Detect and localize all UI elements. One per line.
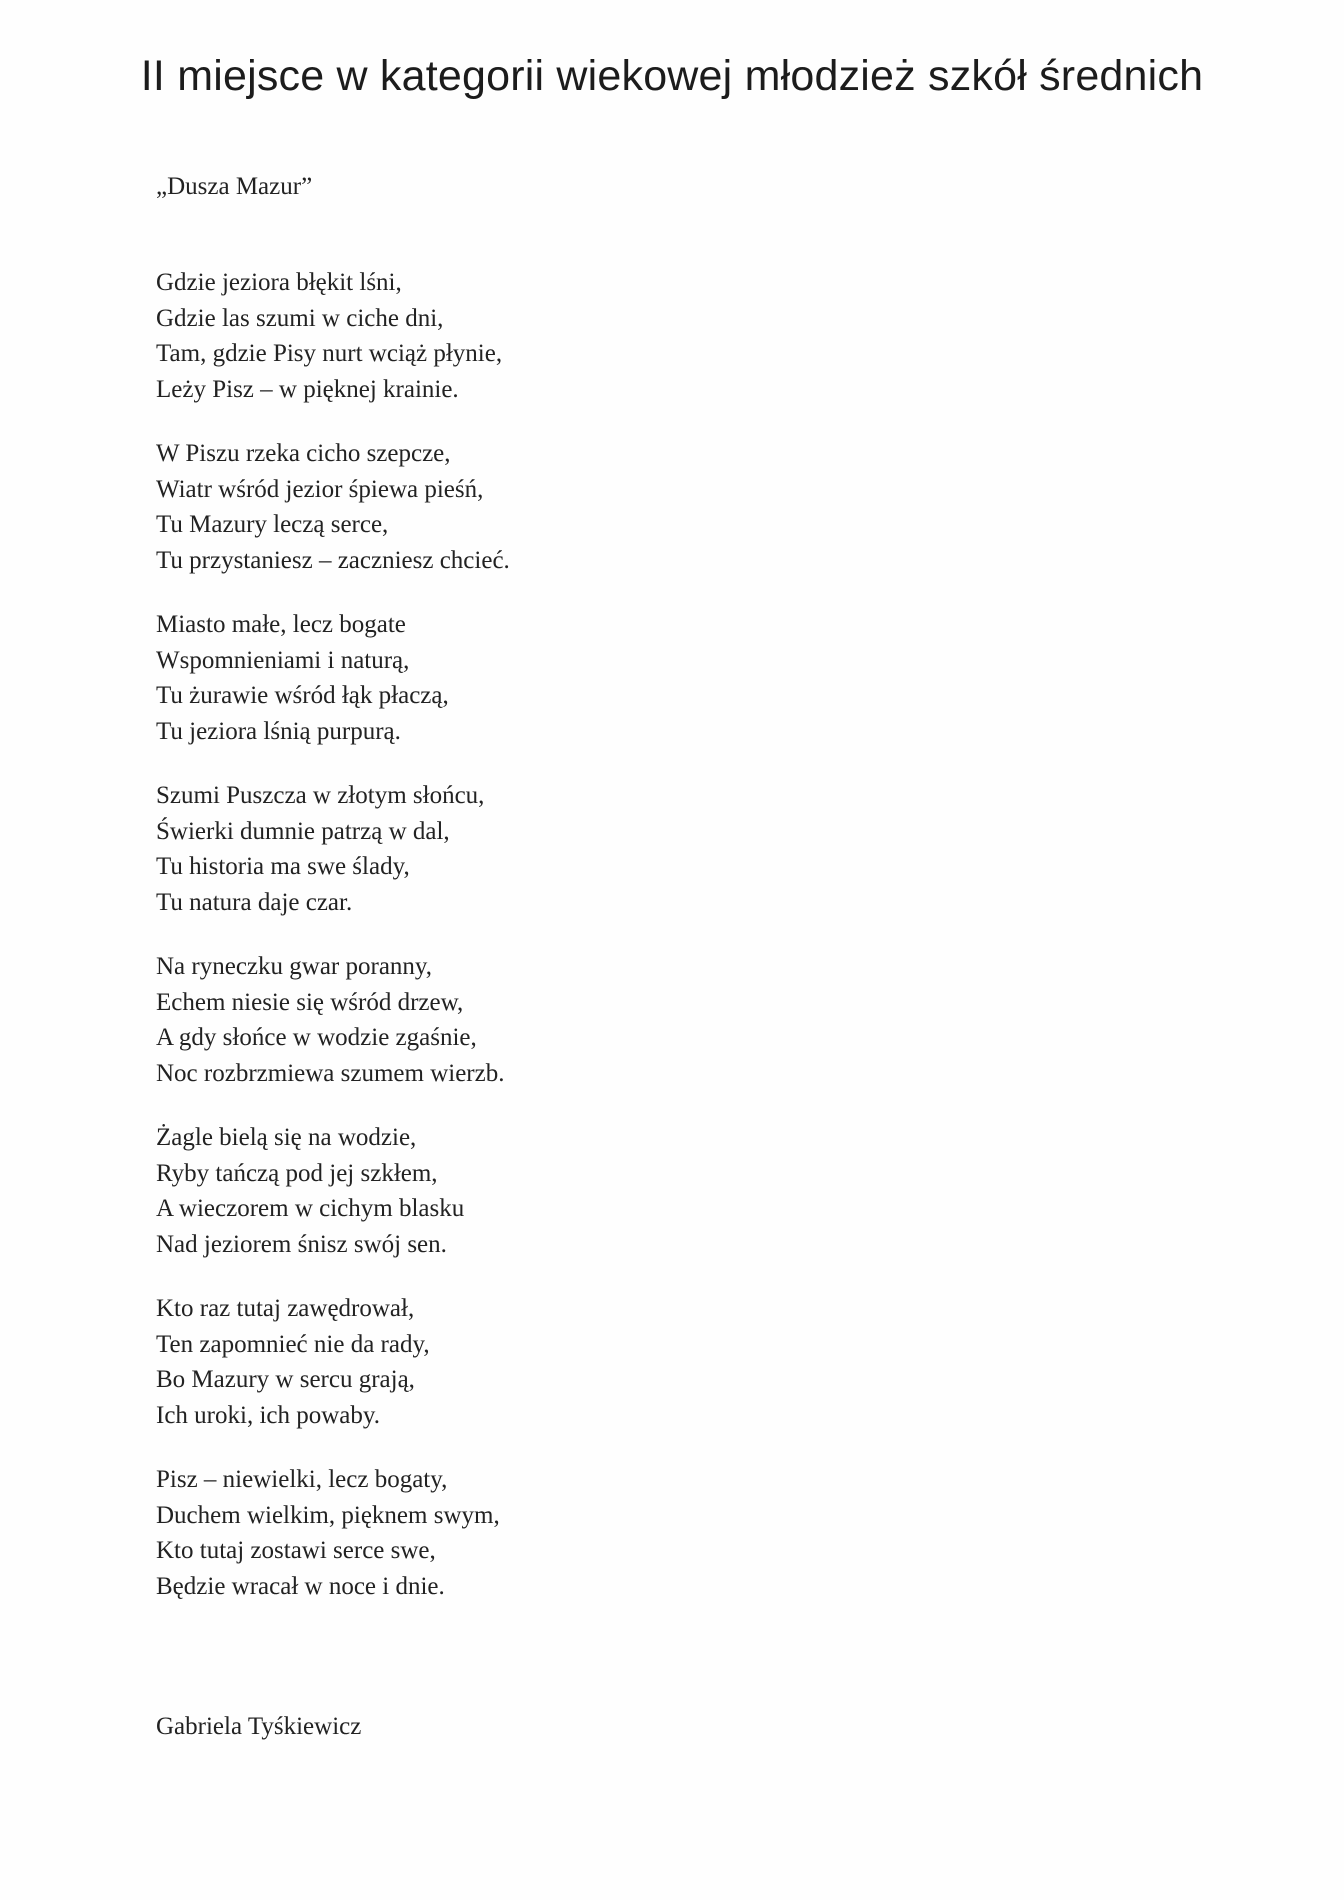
poem-line: Ich uroki, ich powaby. bbox=[156, 1401, 381, 1429]
poem-line: Świerki dumnie patrzą w dal, bbox=[156, 817, 450, 845]
author-name: Gabriela Tyśkiewicz bbox=[156, 1713, 362, 1740]
poem-line: Żagle bielą się na wodzie, bbox=[156, 1124, 417, 1151]
poem-line: Ten zapomnieć nie da rady, bbox=[156, 1330, 430, 1358]
poem-line: Tu żurawie wśród łąk płaczą, bbox=[156, 682, 449, 709]
poem-line: Gdzie jeziora błękit lśni, bbox=[156, 269, 402, 296]
poem-line: Pisz – niewielki, lecz bogaty, bbox=[156, 1466, 448, 1493]
poem-line: Tu historia ma swe ślady, bbox=[156, 853, 410, 880]
poem-line: Szumi Puszcza w złotym słońcu, bbox=[156, 782, 485, 809]
poem-line: Kto raz tutaj zawędrował, bbox=[156, 1295, 415, 1322]
poem-line: Duchem wielkim, pięknem swym, bbox=[156, 1501, 500, 1529]
poem-line: Wiatr wśród jezior śpiewa pieśń, bbox=[156, 475, 484, 503]
poem-line: Leży Pisz – w pięknej krainie. bbox=[156, 375, 459, 403]
stanza bbox=[156, 1462, 510, 1604]
poem-line: Miasto małe, lecz bogate bbox=[156, 611, 406, 638]
stanza bbox=[156, 265, 510, 407]
poem-line: Tu natura daje czar. bbox=[156, 888, 353, 916]
page-heading: II miejsce w kategorii wiekowej młodzież szkół średnich bbox=[140, 52, 1204, 100]
stanza bbox=[156, 607, 510, 749]
stanza bbox=[156, 1291, 510, 1433]
stanza bbox=[156, 949, 510, 1091]
poem-line: Bo Mazury w sercu grają, bbox=[156, 1366, 415, 1393]
poem-line: W Piszu rzeka cicho szepcze, bbox=[156, 440, 451, 467]
poem-line: Tu przystaniesz – zaczniesz chcieć. bbox=[156, 546, 510, 574]
poem-line: Ryby tańczą pod jej szkłem, bbox=[156, 1159, 438, 1187]
stanza bbox=[156, 436, 510, 578]
poem-line: Tu Mazury leczą serce, bbox=[156, 511, 389, 538]
stanza bbox=[156, 1120, 510, 1262]
poem-line: Na ryneczku gwar poranny, bbox=[156, 953, 433, 980]
poem-line: Tam, gdzie Pisy nurt wciąż płynie, bbox=[156, 340, 503, 367]
poem-line: Noc rozbrzmiewa szumem wierzb. bbox=[156, 1059, 505, 1087]
poem-line: Echem niesie się wśród drzew, bbox=[156, 988, 464, 1016]
poem-line: A wieczorem w cichym blasku bbox=[156, 1195, 465, 1222]
stanza bbox=[156, 778, 510, 920]
poem-title: „Dusza Mazur” bbox=[156, 173, 313, 200]
poem-line: Gdzie las szumi w ciche dni, bbox=[156, 304, 444, 332]
poem-line: Wspomnieniami i naturą, bbox=[156, 646, 410, 674]
poem-line: Tu jeziora lśnią purpurą. bbox=[156, 717, 401, 745]
poem-body bbox=[156, 265, 510, 1633]
poem-line: Kto tutaj zostawi serce swe, bbox=[156, 1537, 436, 1564]
poem-line: A gdy słońce w wodzie zgaśnie, bbox=[156, 1024, 477, 1051]
poem-line: Będzie wracał w noce i dnie. bbox=[156, 1572, 445, 1600]
poem-line: Nad jeziorem śnisz swój sen. bbox=[156, 1230, 447, 1258]
